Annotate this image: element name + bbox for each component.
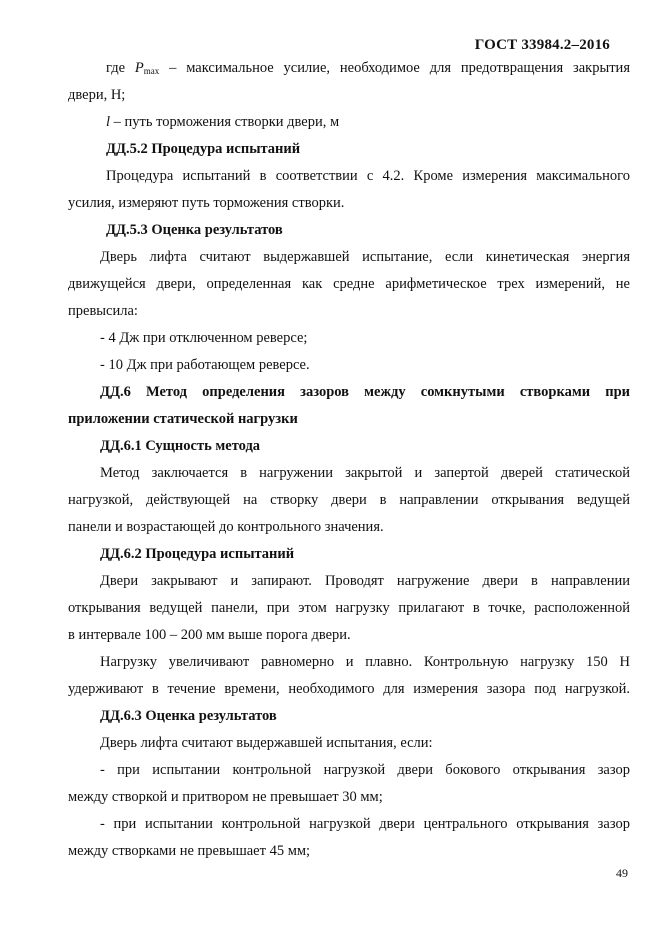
page-number: 49 bbox=[616, 866, 628, 880]
text-span: – путь торможения створки двери, м bbox=[110, 114, 340, 130]
paragraph-line: двери, Н; bbox=[68, 87, 126, 103]
section-heading: ДД.5.3 Оценка результатов bbox=[106, 222, 283, 238]
paragraph-line: Двери закрывают и запирают. Проводят нагружение двери в направлении bbox=[100, 573, 630, 589]
paragraph-line: открывания ведущей панели, при этом нагрузку прилагают в точке, расположенной bbox=[68, 600, 630, 616]
section-heading: ДД.6.1 Сущность метода bbox=[100, 438, 261, 454]
section-heading: ДД.5.2 Процедура испытаний bbox=[106, 141, 301, 157]
list-item-continuation: между створками не превышает 45 мм; bbox=[68, 843, 311, 859]
paragraph-line: Метод заключается в нагружении закрытой и запертой дверей статической bbox=[100, 465, 630, 481]
variable-l: l bbox=[106, 114, 111, 130]
paragraph-line: панели и возрастающей до контрольного значения. bbox=[68, 519, 384, 535]
paragraph-line: Дверь лифта считают выдержавшей испытания, если: bbox=[100, 735, 433, 751]
section-heading: ДД.6 Метод определения зазоров между сомкнутыми створками при bbox=[100, 384, 630, 400]
paragraph-line: Процедура испытаний в соответствии с 4.2. Кроме измерения максимального bbox=[106, 168, 630, 184]
subscript-max: max bbox=[143, 66, 160, 76]
section-heading: ДД.6.2 Процедура испытаний bbox=[100, 546, 295, 562]
paragraph-line: нагрузкой, действующей на створку двери в направлении открывания ведущей bbox=[68, 492, 630, 508]
formula-legend-pmax bbox=[106, 59, 630, 77]
text-span: – максимальное усилие, необходимое для предотвращения закрытия bbox=[159, 60, 630, 76]
paragraph-line: движущейся двери, определенная как средне арифметическое трех измерений, не bbox=[68, 276, 630, 292]
paragraph-line: в интервале 100 – 200 мм выше порога двери. bbox=[68, 627, 351, 643]
document-header: ГОСТ 33984.2–2016 bbox=[474, 37, 610, 53]
paragraph-line: Нагрузку увеличивают равномерно и плавно. Контрольную нагрузку 150 Н bbox=[100, 654, 630, 670]
text-span: где bbox=[106, 60, 135, 76]
list-item: - при испытании контрольной нагрузкой двери бокового открывания зазор bbox=[100, 762, 630, 778]
list-item: - при испытании контрольной нагрузкой двери центрального открывания зазор bbox=[100, 816, 630, 832]
paragraph-line: Дверь лифта считают выдержавшей испытание, если кинетическая энергия bbox=[100, 249, 630, 265]
list-item-continuation: между створкой и притвором не превышает 30 мм; bbox=[68, 789, 383, 805]
section-heading: ДД.6.3 Оценка результатов bbox=[100, 708, 277, 724]
section-heading: приложении статической нагрузки bbox=[68, 411, 298, 427]
formula-legend-l bbox=[106, 113, 630, 131]
list-item: - 10 Дж при работающем реверсе. bbox=[100, 357, 310, 373]
list-item: - 4 Дж при отключенном реверсе; bbox=[100, 330, 308, 346]
variable-p: P bbox=[134, 60, 144, 76]
paragraph-line: усилия, измеряют путь торможения створки. bbox=[68, 195, 345, 211]
paragraph-line: удерживают в течение времени, необходимого для измерения зазора под нагрузкой. bbox=[68, 681, 630, 697]
paragraph-line: превысила: bbox=[68, 303, 138, 319]
